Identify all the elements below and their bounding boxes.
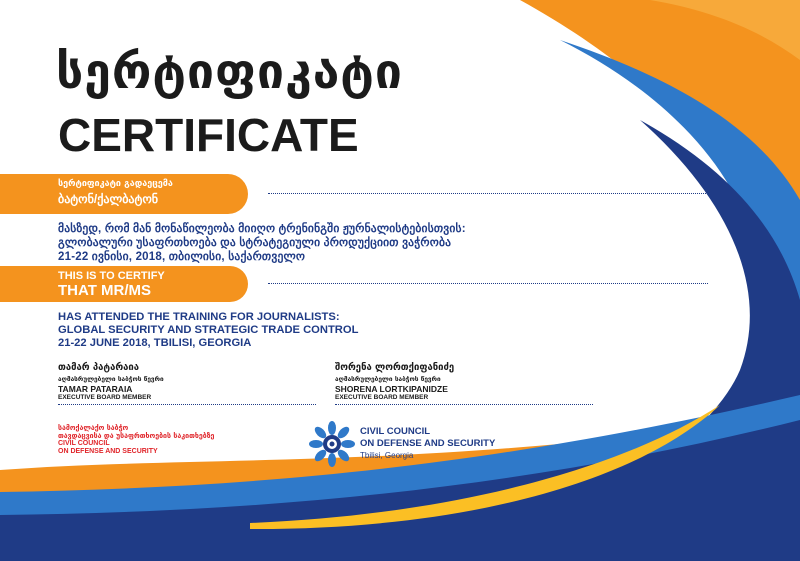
recipient-tab-english-line1: THIS IS TO CERTIFY — [58, 270, 165, 282]
signatory1-role-georgian: აღმასრულებელი საბჭოს წევრი — [58, 375, 164, 383]
red-org-line1: სამოქალაქო საბჭო — [58, 424, 129, 432]
organization-location: Tbilisi, Georgia — [360, 451, 414, 460]
recipient-name-line-english — [268, 283, 708, 284]
organization-name-line1: CIVIL COUNCIL — [360, 426, 431, 437]
signatory1-signature-line — [58, 404, 316, 405]
recipient-tab-georgian-line1: სერტიფიკატი გადაეცემა — [58, 179, 173, 189]
signatory2-name-english: SHORENA LORTKIPANIDZE — [335, 384, 448, 394]
signatory1-name-georgian: თამარ პატარაია — [58, 362, 140, 373]
red-org-line3: CIVIL COUNCIL — [58, 440, 110, 447]
recipient-tab-georgian — [0, 174, 248, 214]
signatory2-role-english: EXECUTIVE BOARD MEMBER — [335, 394, 429, 401]
statement-georgian-line3: 21-22 ივნისი, 2018, თბილისი, საქართველო — [58, 251, 306, 263]
recipient-name-line-georgian — [268, 193, 708, 194]
red-org-line4: ON DEFENSE AND SECURITY — [58, 448, 158, 455]
signatory1-role-english: EXECUTIVE BOARD MEMBER — [58, 394, 152, 401]
title-english: CERTIFICATE — [58, 109, 359, 161]
civil-council-flower-logo-icon — [308, 420, 356, 468]
recipient-tab-georgian-line2: ბატონ/ქალბატონ — [58, 192, 159, 206]
organization-name-line2: ON DEFENSE AND SECURITY — [360, 438, 496, 449]
statement-english-line1: HAS ATTENDED THE TRAINING FOR JOURNALISTS: — [58, 311, 340, 323]
statement-english-line2: GLOBAL SECURITY AND STRATEGIC TRADE CONTROL — [58, 324, 359, 336]
recipient-tab-english-line2: THAT MR/MS — [58, 282, 152, 299]
statement-georgian-line1: მასზედ, რომ მან მონაწილეობა მიიღო ტრენინგში ჟურნალისტებისთვის: — [58, 223, 466, 235]
statement-georgian-line2: გლობალური უსაფრთხოება და სტრატეგიული პროდუქციით ვაჭრობა — [58, 237, 452, 249]
statement-english-line3: 21-22 JUNE 2018, TBILISI, GEORGIA — [58, 337, 252, 349]
title-georgian: სერტიფიკატი — [56, 44, 403, 100]
signatory2-role-georgian: აღმასრულებელი საბჭოს წევრი — [335, 375, 441, 383]
signatory1-name-english: TAMAR PATARAIA — [58, 384, 133, 394]
recipient-tab-english — [0, 266, 248, 302]
red-org-stamp — [58, 424, 214, 456]
red-org-line2: თავდაცვისა და უსაფრთხოების საკითხებზე — [58, 432, 215, 440]
signatory2-name-georgian: შორენა ლორთქიფანიძე — [335, 362, 455, 373]
signatory2-signature-line — [335, 404, 593, 405]
